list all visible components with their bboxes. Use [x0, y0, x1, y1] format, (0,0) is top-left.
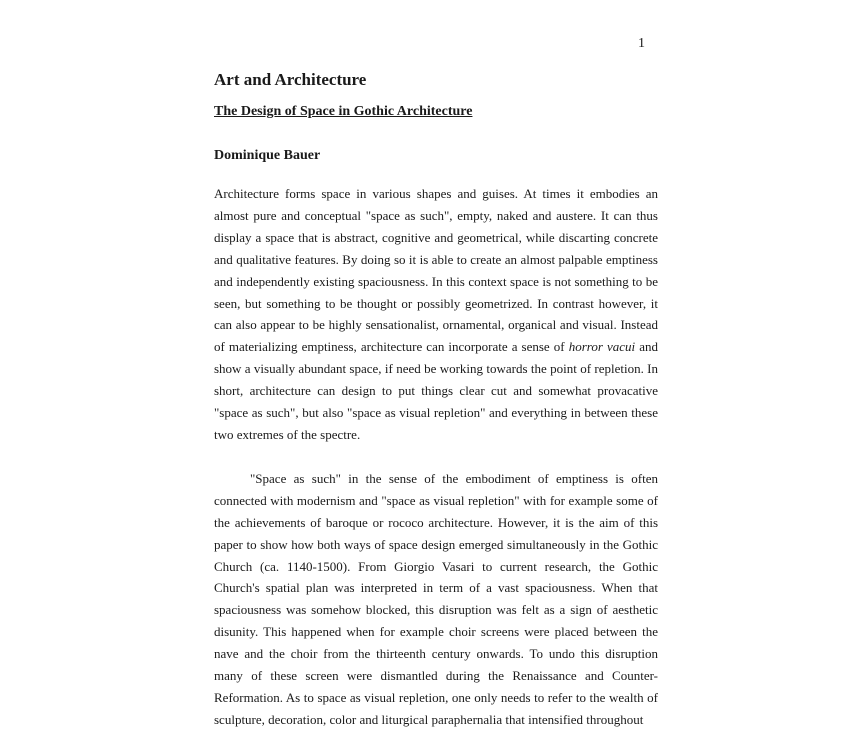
page-number: 1: [638, 36, 645, 51]
document-subtitle: The Design of Space in Gothic Architecture: [214, 104, 473, 119]
author-name: Dominique Bauer: [214, 148, 321, 163]
horror-vacui-emphasis: horror vacui: [568, 339, 636, 355]
paragraph-2: "Space as such" in the sense of the embodiment of emptiness is often connected with modernism and "space as visual repletion" with for example some of the achievements of baroque or rococo architecture. However, it is the aim of this paper to show how both ways of space design emerged simultaneously in the Gothic Church (ca. 1140-1500). From Giorgio Vasari to current research, the Gothic Church's spatial plan was interpreted in term of a vast spaciousness. When that spaciousness was somehow blocked, this disruption was felt as a sign of aesthetic disunity. This happened when for example choir screens were placed between the nave and the choir from the thirteenth century onwards. To undo this disruption many of these screen were dismantled during the Renaissance and Counter-Reformation. As to space as visual repletion, one only needs to refer to the wealth of sculpture, decoration, color and liturgical paraphernalia that intensified throughout: [214, 470, 658, 727]
paragraph-1-text-b: and show a visually abundant space, if need be working towards the point of repletion. In short, architecture can design to put things clear cut and somewhat provacative "space as such", but also "space as visual repletion" and everything in between these two extremes of the spectre.: [214, 339, 658, 442]
paragraph-1-text-a: Architecture forms space in various shapes and guises. At times it embodies an almost pure and conceptual "space as such", empty, naked and austere. It can thus display a space that is abstract, cognitive and geometrical, while discarting concrete and qualitative features. By doing so it is able to create an almost palpable emptiness and independently existing spaciousness. In this context space is not something to be seen, but something to be thought or possibly geometrized. In contrast however, it can also appear to be highly sensationalist, ornamental, organical and visual. Instead of materializing emptiness, architecture can incorporate a sense of: [214, 186, 658, 355]
body-text: [214, 183, 658, 731]
paragraph-1: [214, 183, 658, 446]
document-title: Art and Architecture: [214, 70, 367, 89]
